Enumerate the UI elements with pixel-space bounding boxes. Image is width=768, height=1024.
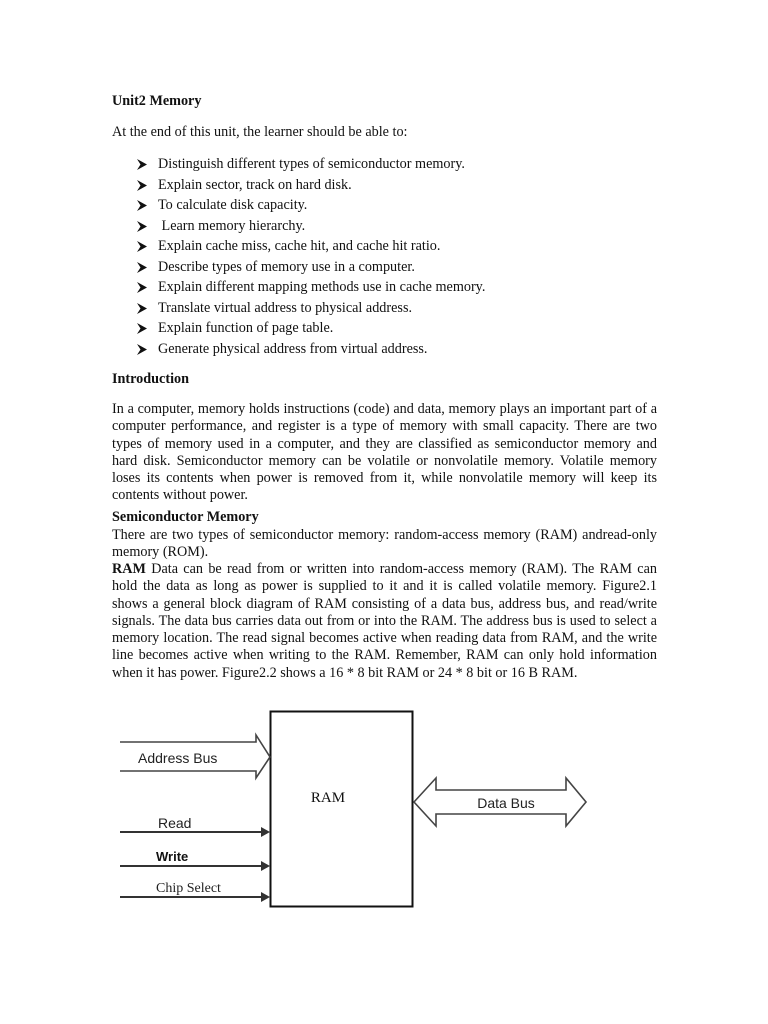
chip-select-label: Chip Select: [156, 881, 221, 896]
write-label: Write: [156, 849, 189, 864]
data-bus-label: Data Bus: [477, 795, 535, 811]
chip-select-arrowhead-icon: [261, 892, 270, 902]
read-arrowhead-icon: [261, 827, 270, 837]
arrow-bullet-icon: [136, 180, 148, 191]
list-item: Generate physical address from virtual address.: [136, 339, 485, 360]
arrow-bullet-icon: [136, 262, 148, 273]
list-item: Explain different mapping methods use in cache memory.: [136, 277, 485, 298]
list-item: To calculate disk capacity.: [136, 195, 485, 216]
objectives-intro: At the end of this unit, the learner should be able to:: [112, 124, 408, 140]
unit-title: Unit2 Memory: [112, 93, 202, 109]
ram-term: RAM: [112, 561, 146, 577]
arrow-bullet-icon: [136, 241, 148, 252]
arrow-bullet-icon: [136, 303, 148, 314]
semiconductor-paragraph: There are two types of semiconductor memory: random-access memory (RAM) andread-only memory (ROM).: [112, 527, 657, 561]
address-bus-label: Address Bus: [138, 750, 218, 766]
read-label: Read: [158, 815, 192, 831]
ram-block-diagram: [118, 708, 588, 912]
arrow-bullet-icon: [136, 159, 148, 170]
ram-description: Data can be read from or written into random-access memory (RAM). The RAM can hold the data as long as power is supplied to it and it is called volatile memory. Figure2.1 shows a general block diagram of RAM consisting of a data bus, address bus, and read/write signals. The data bus carries data out from or into the RAM. The address bus is used to select a memory location. The read signal becomes active when reading data from RAM, and the write line becomes active when writing to the RAM. Remember, RAM can only hold information when it has power. Figure2.2 shows a 16 * 8 bit RAM or 24 * 8 bit or 16 B RAM.: [112, 561, 657, 681]
list-item: Learn memory hierarchy.: [136, 216, 485, 237]
semiconductor-heading: Semiconductor Memory: [112, 509, 259, 525]
list-item: Translate virtual address to physical address.: [136, 298, 485, 319]
arrow-bullet-icon: [136, 344, 148, 355]
ram-block: [271, 712, 413, 907]
list-item: Distinguish different types of semiconductor memory.: [136, 154, 485, 175]
list-item: Explain function of page table.: [136, 318, 485, 339]
write-arrowhead-icon: [261, 861, 270, 871]
list-item: Explain sector, track on hard disk.: [136, 175, 485, 196]
ram-block-label: RAM: [310, 790, 346, 806]
objectives-list: [136, 154, 485, 359]
arrow-bullet-icon: [136, 200, 148, 211]
arrow-bullet-icon: [136, 282, 148, 293]
ram-paragraph: [112, 561, 657, 682]
list-item: Describe types of memory use in a computer.: [136, 257, 485, 278]
introduction-heading: Introduction: [112, 371, 189, 387]
arrow-bullet-icon: [136, 323, 148, 334]
arrow-bullet-icon: [136, 221, 148, 232]
list-item: Explain cache miss, cache hit, and cache hit ratio.: [136, 236, 485, 257]
introduction-paragraph: In a computer, memory holds instructions (code) and data, memory plays an important part of a computer performance, and register is a type of memory with small capacity. There are two types of memory used in a computer, and they are classified as semiconductor memory and hard disk. Semiconductor memory can be volatile or nonvolatile memory. Volatile memory loses its contents when power is removed from it, while nonvolatile memory will keep its contents without power.: [112, 401, 657, 504]
